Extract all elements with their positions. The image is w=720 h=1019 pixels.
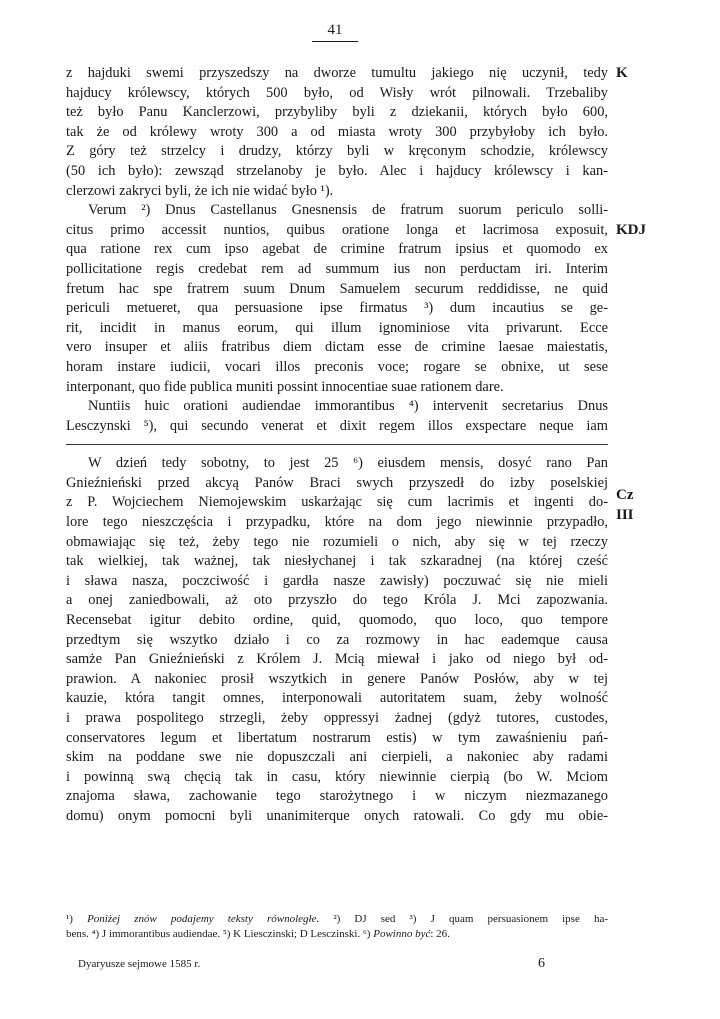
text-line: periculi metueret, qua persuasione ipse firmatus ³) dum incautius se ge- xyxy=(66,300,608,317)
text-line: (50 ich było): zewsząd strzelanoby je było. Alec i hajducy królewscy i kan- xyxy=(66,162,608,179)
text-line: tak że od królewy wroty 300 a od miasta wroty 300 przybyłoby ich było. xyxy=(66,123,608,140)
text-line: fretum hac spe fratrem suum Dnum Samuelem securum reddidisse, ne quid xyxy=(66,280,608,297)
text-line: citus primo accessit nuntios, quibus oratione longa et lacrimosa exposuit, xyxy=(66,221,608,238)
source-title: Dyaryusze sejmowe 1585 r. xyxy=(78,958,201,970)
paragraph-polish-1 xyxy=(66,64,608,201)
text-line: Gnieźnieński przed akcyą Panów Braci swych przyszedł do izby poselskiej xyxy=(66,474,608,491)
text-line: i sława nasza, poczciwość i gardła nasze zawisły) poczuwać się nie mieli xyxy=(66,572,608,589)
text-line: domu) onym pomocni byli unanimiterque onych ratowali. Co gdy mu obie- xyxy=(66,807,608,824)
text-line: z hajduki swemi przyszedszy na dworze tumultu jakiego nię uczynił, tedy xyxy=(66,65,608,81)
parallel-text-divider xyxy=(66,444,608,445)
text-line: vero insuper et aliis fratribus diem dictam esse de crimine laesae maiestatis, xyxy=(66,339,608,356)
text-line: samże Pan Gnieźnieński z Królem J. Mcią miewał i jako od niego był od- xyxy=(66,651,608,668)
text-line: przedtym się wszytko działo i co za rozmowy in hac eademque causa xyxy=(66,631,608,648)
text-line: i prawa pospolitego strzegli, żeby oppressyi żadnej (gdyż tutores, custodes, xyxy=(66,710,608,726)
paragraph-latin-1 xyxy=(66,201,608,397)
text-line: pollicitatione regis credebat rem ad summum ius non perductam iri. Interim xyxy=(66,260,608,277)
text-line: clerzowi zakryci byli, że ich nie widać było ¹). xyxy=(66,182,334,199)
text-line: też było Panu Kanclerzowi, przybyliby byli z dziekanii, których było 600, xyxy=(66,104,608,121)
page-footer xyxy=(78,958,608,970)
text-line: prawion. A nakoniec prosił wszytkich in genere Panów Posłów, aby w tej xyxy=(66,670,608,687)
text-line: conservatores legum et libertatum nostrarum estis) w tym zawaśnieniu pań- xyxy=(66,729,608,746)
text-line: Verum ²) Dnus Castellanus Gnesnensis de fratrum suorum periculo solli- xyxy=(88,202,608,219)
siglum-k: K xyxy=(616,65,628,81)
text-line: hajducy królewscy, których 500 było, od Wisły wrót pilnowali. Trzebaliby xyxy=(66,84,608,101)
page-number: 41 xyxy=(312,22,358,42)
text-line: z P. Wojciechem Niemojewskim uskarżając się cum lacrimis et ingenti do- xyxy=(66,494,608,511)
text-line: rit, incidit in manus eorum, qui illum ignominiose vita privarunt. Ecce xyxy=(66,319,608,336)
text-line: kauzie, która tangit omnes, interponowali autoritatem suam, żeby wolność xyxy=(66,690,608,707)
siglum-kdj: KDJ xyxy=(616,222,646,238)
text-line: obmawiając się też, żeby tego nie rozumieli o nich, aby się w tej rzeczy xyxy=(66,533,608,550)
paragraph-latin-2 xyxy=(66,397,608,436)
text-line: qua ratione rex cum ipso agebat de crimine fratrum ipsius et quomodo ex xyxy=(66,241,608,258)
footnote-line: bens. ⁴) J immorantibus audiendae. ⁵) K Liesczinski; D Lesczinski. ⁶) Powinno być: 26. xyxy=(66,928,450,940)
main-text xyxy=(66,64,608,827)
text-line: skim na poddane swe nie dopuszczali ani cierpieli, a nakoniec aby radami xyxy=(66,749,608,766)
text-line: Z góry też strzelcy i drudzy, którzy byli w kręconym schodzie, królewscy xyxy=(66,143,608,160)
text-line: lore tego nieszczęścia i przypadku, które na dom jego niewinnie przypadło, xyxy=(66,514,608,531)
text-line: horam instare iudicii, vocari illos preconis voce; rogare se obnixe, ut sese xyxy=(66,358,608,375)
text-line: a onej zaniedbowali, aż oto przyszło do tego Króla J. Mci zapozwania. xyxy=(66,592,608,609)
text-line: Recensebat igitur debito ordine, quid, quomodo, quo loco, quo tempore xyxy=(66,612,608,629)
signature-mark: 6 xyxy=(538,956,545,971)
text-line: znajoma sława, zachowanie tego starożytnego i w niczym niezmazanego xyxy=(66,788,608,805)
text-line: i powinną swą chęcią tak in casu, który niewinnie cierpią (bo W. Mciom xyxy=(66,768,608,785)
siglum-iii: III xyxy=(616,507,634,523)
text-line: W dzień tedy sobotny, to jest 25 ⁶) eiusdem mensis, dosyć rano Pan xyxy=(88,455,608,472)
text-line: Nuntiis huic orationi audiendae immorantibus ⁴) intervenit secretarius Dnus xyxy=(88,398,608,415)
text-line: tak wielkiej, tak ważnej, tak niesłychanej i tak szkaradnej (na której cześć xyxy=(66,553,608,570)
footnotes xyxy=(66,912,608,942)
text-line: interponant, quo fide publica muniti possint innocentiae suae rationem dare. xyxy=(66,378,504,395)
siglum-cz: Cz xyxy=(616,487,634,503)
text-line: Lesczynski ⁵), qui secundo venerat et dixit regem illos exspectare neque iam xyxy=(66,417,608,434)
footnote-line: ¹) Poniżej znów podajemy teksty równoległe. ²) DJ sed ³) J quam persuasionem ipse ha- xyxy=(66,913,608,925)
paragraph-polish-2 xyxy=(66,454,608,826)
